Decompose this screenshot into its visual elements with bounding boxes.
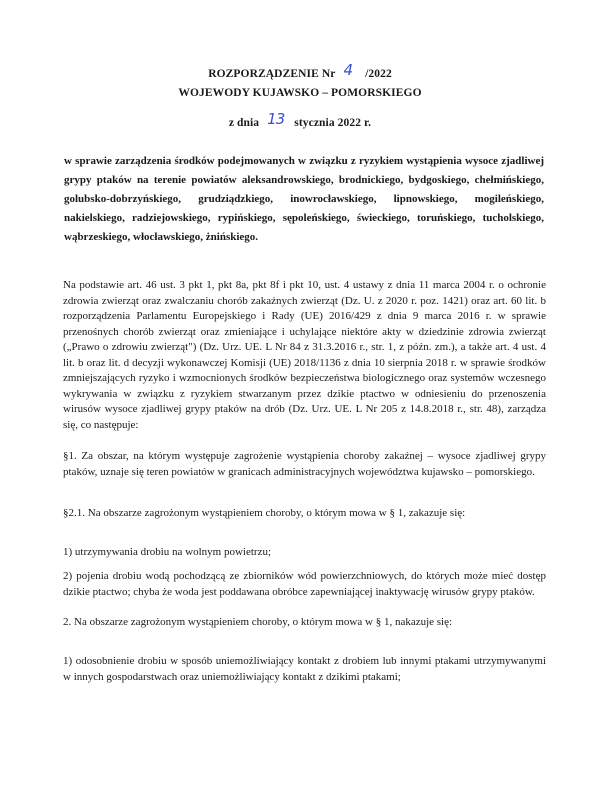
section-2-1-intro: §2.1. Na obszarze zagrożonym wystąpieniem choroby, o którym mowa w § 1, zakazuje się: bbox=[63, 507, 466, 519]
handwritten-day: 13 bbox=[267, 110, 285, 128]
preamble: Na podstawie art. 46 ust. 3 pkt 1, pkt 8a, pkt 8f i pkt 10, ust. 4 ustawy z dnia 11 marca 2004 r. o ochronie zdrowia zwierząt oraz zwalczaniu chorób zakaźnych zwierząt (Dz. U. z 2020 r. poz. 1421) oraz art. 60 lit. b rozporządzenia Parlamentu Europejskiego i Rady (UE) 2016/429 z dnia 9 marca 2016 r. w sprawie przenośnych chorób zwierząt oraz zmieniające i uchylające niektóre akty w dziedzinie zdrowia zwierząt („Prawo o zdrowiu zwierząt") (Dz. Urz. UE. L Nr 84 z 31.3.2016 r., str. 1, z późn. zm.), a także art. 4 ust. 4 lit. b oraz lit. d decyzji wykonawczej Komisji (UE) 2018/1136 z dnia 10 sierpnia 2018 r. w sprawie środków zmniejszających ryzyko i wzmocnionych środków bezpieczeństwa biologicznego oraz systemów wczesnego wykrywania w związku z ryzykiem stwarzanym przez dzikie ptactwo w odniesieniu do przenoszenia wirusów wysoce zjadliwej grypy ptaków na drób (Dz. Urz. UE. L Nr 205 z 14.8.2018 r., str. 48), zarządza się, co następuje: bbox=[63, 279, 546, 431]
section-2-1-item: 1) utrzymywania drobiu na wolnym powietrzu; bbox=[63, 546, 272, 558]
regulation-title bbox=[0, 63, 600, 81]
date-suffix: stycznia 2022 r. bbox=[294, 117, 372, 129]
handwritten-number: 4 bbox=[343, 61, 354, 79]
section-2-2-intro: 2. Na obszarze zagrożonym wystąpieniem choroby, o którym mowa w § 1, nakazuje się: bbox=[63, 616, 453, 628]
section-2-1-item: 2) pojenia drobiu wodą pochodzącą ze zbiorników wód powierzchniowych, do których może mieć dostęp dzikie ptactwo; chyba że woda jest poddawana obróbce zapewniającej inaktywację wirusów grypy ptaków. bbox=[63, 570, 546, 598]
date-line bbox=[0, 112, 600, 130]
issuer-line: WOJEWODY KUJAWSKO – POMORSKIEGO bbox=[178, 87, 422, 99]
section-1: §1. Za obszar, na którym występuje zagrożenie wystąpienia choroby zakaźnej – wysoce zjadliwej grypy ptaków, uznaje się teren powiatów w granicach administracyjnych województwa kujawsko – pomorskiego. bbox=[63, 450, 546, 478]
date-prefix: z dnia bbox=[228, 117, 260, 129]
regulation-subject: w sprawie zarządzenia środków podejmowanych w związku z ryzykiem wystąpienia wysoce zjadliwej grypy ptaków na terenie powiatów aleksandrowskiego, brodnickiego, bydgoskiego, chełmińskiego, golubsko-dobrzyńskiego, grudziądzkiego, inowrocławskiego, lipnowskiego, mogileńskiego, nakielskiego, radziejowskiego, rypińskiego, sępoleńskiego, świeckiego, toruńskiego, tucholskiego, wąbrzeskiego, włocławskiego, żnińskiego. bbox=[64, 155, 544, 243]
section-2-2-item: 1) odosobnienie drobiu w sposób uniemożliwiający kontakt z drobiem lub innymi ptakami utrzymywanymi w innych gospodarstwach oraz uniemożliwiający kontakt z dzikimi ptakami; bbox=[63, 655, 546, 683]
title-prefix: ROZPORZĄDZENIE Nr bbox=[208, 68, 336, 80]
title-suffix: /2022 bbox=[365, 68, 392, 80]
